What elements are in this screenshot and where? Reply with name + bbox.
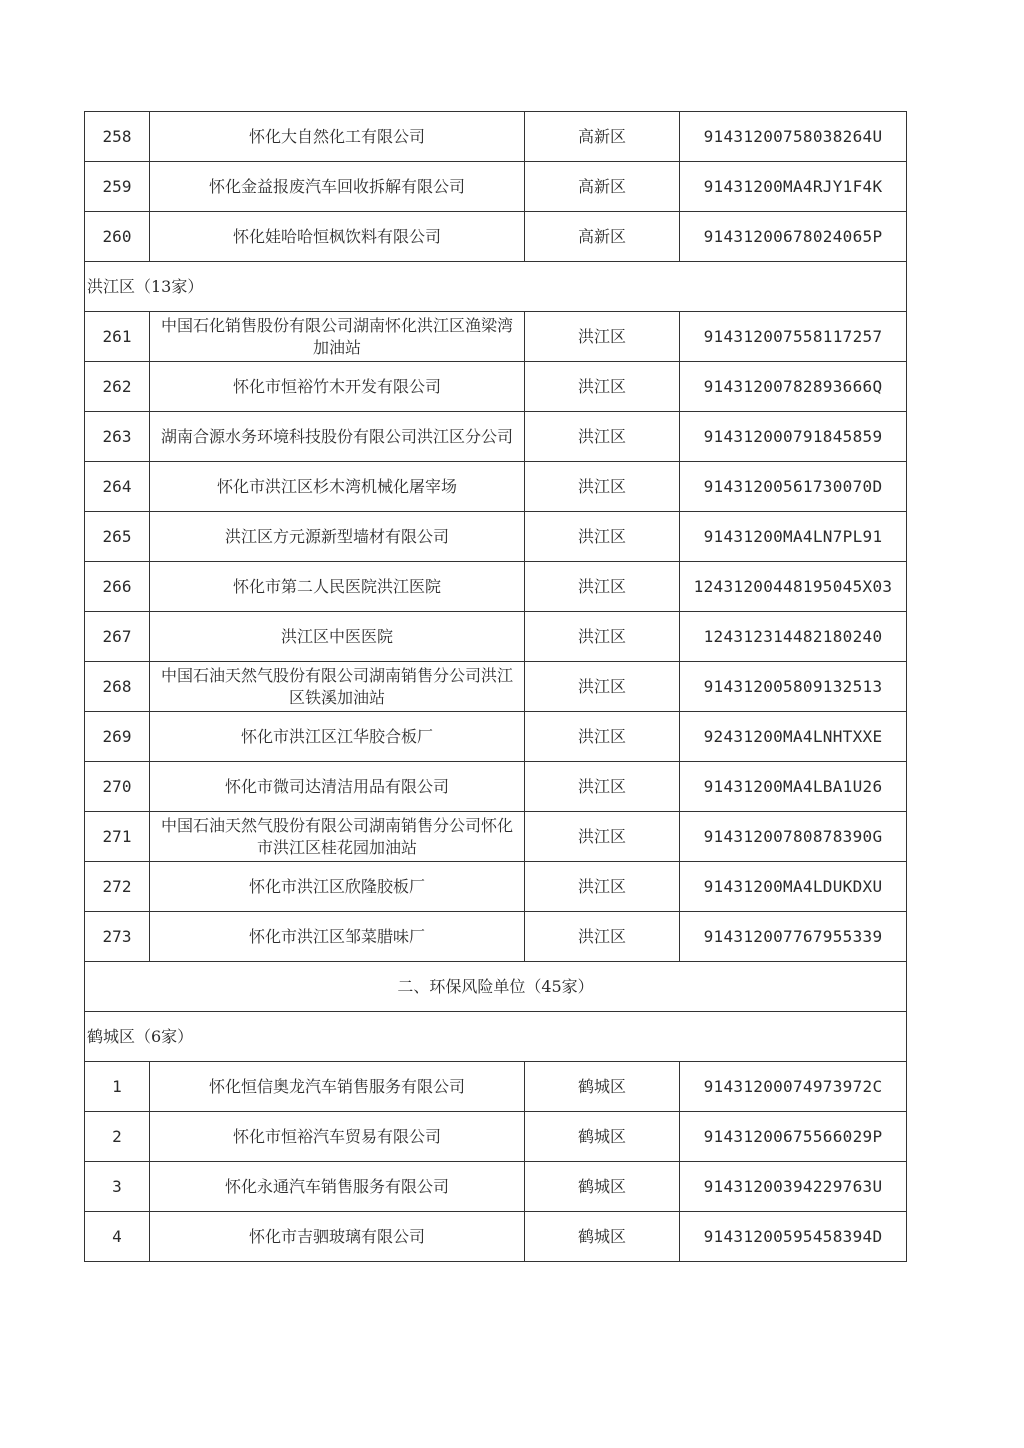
- credit-code: 91431200561730070D: [680, 462, 907, 512]
- table-row: [85, 762, 907, 812]
- row-number: 2: [85, 1112, 150, 1162]
- company-name: 中国石油天然气股份有限公司湖南销售分公司怀化市洪江区桂花园加油站: [150, 812, 525, 862]
- row-number: 259: [85, 162, 150, 212]
- credit-code: 91431200MA4RJY1F4K: [680, 162, 907, 212]
- company-name: 怀化金益报废汽车回收拆解有限公司: [150, 162, 525, 212]
- category-title-row: [85, 962, 907, 1012]
- company-name: 怀化市微司达清洁用品有限公司: [150, 762, 525, 812]
- credit-code: 12431200448195045X03: [680, 562, 907, 612]
- company-name: 怀化市洪江区杉木湾机械化屠宰场: [150, 462, 525, 512]
- row-number: 262: [85, 362, 150, 412]
- enterprise-table-body: [85, 112, 907, 1262]
- table-row: [85, 162, 907, 212]
- company-name: 中国石化销售股份有限公司湖南怀化洪江区渔梁湾加油站: [150, 312, 525, 362]
- credit-code: 914312007558117257: [680, 312, 907, 362]
- credit-code: 91431200394229763U: [680, 1162, 907, 1212]
- credit-code: 914312007767955339: [680, 912, 907, 962]
- credit-code: 914312000791845859: [680, 412, 907, 462]
- table-row: [85, 362, 907, 412]
- district-cell: 鹤城区: [525, 1162, 680, 1212]
- row-number: 263: [85, 412, 150, 462]
- company-name: 怀化市洪江区江华胶合板厂: [150, 712, 525, 762]
- credit-code: 92431200MA4LNHTXXE: [680, 712, 907, 762]
- district-cell: 洪江区: [525, 562, 680, 612]
- row-number: 267: [85, 612, 150, 662]
- table-row: [85, 812, 907, 862]
- company-name: 怀化市第二人民医院洪江医院: [150, 562, 525, 612]
- credit-code: 91431200675566029P: [680, 1112, 907, 1162]
- district-cell: 洪江区: [525, 712, 680, 762]
- table-row: [85, 662, 907, 712]
- district-cell: 高新区: [525, 162, 680, 212]
- section-header-row: [85, 262, 907, 312]
- category-title: 二、环保风险单位（45家）: [85, 962, 907, 1012]
- table-row: [85, 1162, 907, 1212]
- credit-code: 91431200MA4LBA1U26: [680, 762, 907, 812]
- district-cell: 洪江区: [525, 662, 680, 712]
- table-row: [85, 612, 907, 662]
- district-cell: 鹤城区: [525, 1062, 680, 1112]
- row-number: 1: [85, 1062, 150, 1112]
- table-row: [85, 412, 907, 462]
- row-number: 266: [85, 562, 150, 612]
- row-number: 261: [85, 312, 150, 362]
- company-name: 怀化市洪江区欣隆胶板厂: [150, 862, 525, 912]
- credit-code: 91431200678024065P: [680, 212, 907, 262]
- credit-code: 91431200780878390G: [680, 812, 907, 862]
- company-name: 怀化市恒裕汽车贸易有限公司: [150, 1112, 525, 1162]
- credit-code: 914312005809132513: [680, 662, 907, 712]
- district-cell: 洪江区: [525, 412, 680, 462]
- credit-code: 91431200782893666Q: [680, 362, 907, 412]
- section-header: 鹤城区（6家）: [85, 1012, 907, 1062]
- section-header: 洪江区（13家）: [85, 262, 907, 312]
- district-cell: 洪江区: [525, 862, 680, 912]
- table-row: [85, 462, 907, 512]
- table-row: [85, 912, 907, 962]
- table-row: [85, 112, 907, 162]
- company-name: 洪江区方元源新型墙材有限公司: [150, 512, 525, 562]
- row-number: 4: [85, 1212, 150, 1262]
- row-number: 3: [85, 1162, 150, 1212]
- district-cell: 洪江区: [525, 312, 680, 362]
- district-cell: 高新区: [525, 212, 680, 262]
- district-cell: 洪江区: [525, 512, 680, 562]
- district-cell: 洪江区: [525, 362, 680, 412]
- district-cell: 洪江区: [525, 462, 680, 512]
- table-row: [85, 712, 907, 762]
- row-number: 268: [85, 662, 150, 712]
- district-cell: 洪江区: [525, 762, 680, 812]
- company-name: 怀化娃哈哈恒枫饮料有限公司: [150, 212, 525, 262]
- table-row: [85, 1212, 907, 1262]
- row-number: 258: [85, 112, 150, 162]
- row-number: 260: [85, 212, 150, 262]
- row-number: 269: [85, 712, 150, 762]
- row-number: 271: [85, 812, 150, 862]
- credit-code: 91431200074973972C: [680, 1062, 907, 1112]
- table-row: [85, 312, 907, 362]
- section-header-row: [85, 1012, 907, 1062]
- district-cell: 高新区: [525, 112, 680, 162]
- company-name: 怀化市洪江区邹菜腊味厂: [150, 912, 525, 962]
- enterprise-table: [84, 111, 907, 1262]
- credit-code: 91431200MA4LDUKDXU: [680, 862, 907, 912]
- district-cell: 鹤城区: [525, 1112, 680, 1162]
- company-name: 湖南合源水务环境科技股份有限公司洪江区分公司: [150, 412, 525, 462]
- row-number: 270: [85, 762, 150, 812]
- table-row: [85, 1112, 907, 1162]
- credit-code: 91431200MA4LN7PL91: [680, 512, 907, 562]
- company-name: 中国石油天然气股份有限公司湖南销售分公司洪江区铁溪加油站: [150, 662, 525, 712]
- credit-code: 91431200595458394D: [680, 1212, 907, 1262]
- company-name: 怀化大自然化工有限公司: [150, 112, 525, 162]
- company-name: 怀化市吉驷玻璃有限公司: [150, 1212, 525, 1262]
- row-number: 272: [85, 862, 150, 912]
- row-number: 273: [85, 912, 150, 962]
- company-name: 怀化恒信奥龙汽车销售服务有限公司: [150, 1062, 525, 1112]
- credit-code: 91431200758038264U: [680, 112, 907, 162]
- row-number: 264: [85, 462, 150, 512]
- district-cell: 洪江区: [525, 612, 680, 662]
- district-cell: 鹤城区: [525, 1212, 680, 1262]
- table-row: [85, 1062, 907, 1112]
- credit-code: 124312314482180240: [680, 612, 907, 662]
- table-row: [85, 562, 907, 612]
- district-cell: 洪江区: [525, 812, 680, 862]
- table-row: [85, 512, 907, 562]
- company-name: 怀化市恒裕竹木开发有限公司: [150, 362, 525, 412]
- table-row: [85, 862, 907, 912]
- district-cell: 洪江区: [525, 912, 680, 962]
- company-name: 怀化永通汽车销售服务有限公司: [150, 1162, 525, 1212]
- company-name: 洪江区中医医院: [150, 612, 525, 662]
- table-row: [85, 212, 907, 262]
- row-number: 265: [85, 512, 150, 562]
